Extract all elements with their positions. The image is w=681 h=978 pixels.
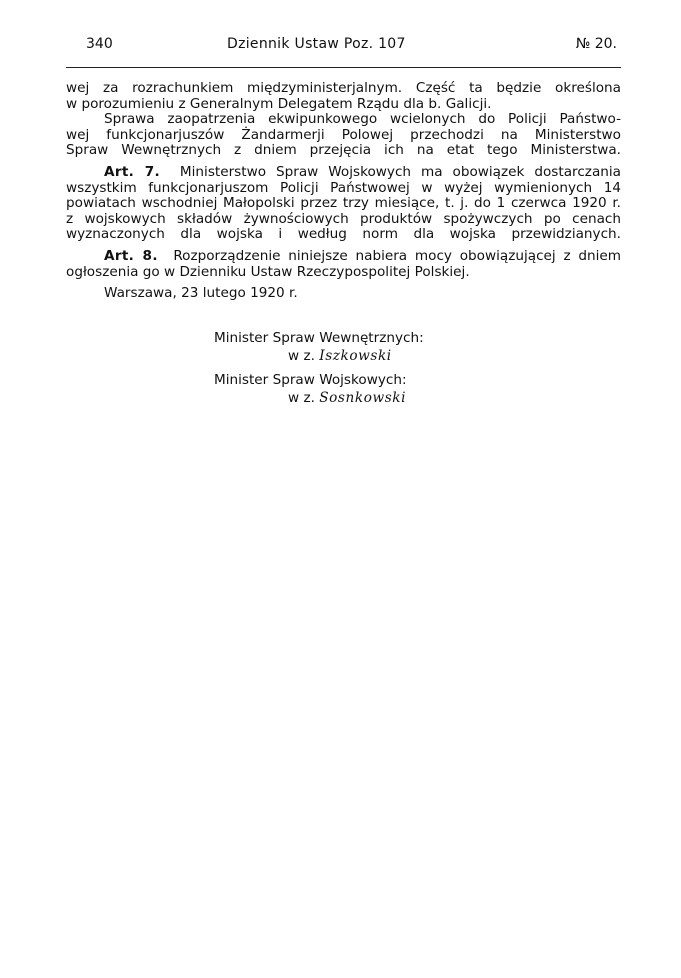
- signature-title-interior: Minister Spraw Wewnętrznych:: [214, 330, 424, 346]
- text-line: wyznaczonych dla wojska i według norm dla wojska przewidzianych.: [66, 226, 621, 243]
- header-rule: [66, 67, 621, 68]
- article-8-first-line: [66, 249, 621, 265]
- signature-line-interior: [288, 348, 392, 364]
- text-line: z wojskowych składów żywnościowych produktów spożywczych po cenach: [66, 210, 621, 227]
- signatory-name: Iszkowski: [319, 348, 392, 364]
- text-line: Spraw Wewnętrznych z dniem przejęcia ich na etat tego Ministerstwa.: [66, 142, 621, 159]
- page-header: [66, 36, 621, 58]
- signatory-name: Sosnkowski: [319, 390, 407, 406]
- page-number: 340: [86, 36, 113, 52]
- journal-title: Dziennik Ustaw Poz. 107: [227, 36, 406, 52]
- article-7-first-line: [66, 165, 621, 181]
- signature-prefix: w z.: [288, 348, 315, 364]
- text-line: wszystkim funkcjonarjuszom Policji Państwowej w wyżej wymienionych 14: [66, 179, 621, 196]
- article-7-text: Ministerstwo Spraw Wojskowych ma obowiązek dostarczania: [179, 163, 621, 180]
- text-line: w porozumieniu z Generalnym Delegatem Rządu dla b. Galicji.: [66, 95, 492, 112]
- article-7-label: Art. 7.: [104, 163, 160, 180]
- document-body: [66, 81, 621, 302]
- article-8-label: Art. 8.: [104, 247, 158, 264]
- text-line: Sprawa zaopatrzenia ekwipunkowego wcielonych do Policji Państwo-: [104, 111, 621, 128]
- signature-line-military: [288, 390, 406, 406]
- issue-number: № 20.: [575, 36, 617, 52]
- text-line: powiatach wschodniej Małopolski przez trzy miesiące, t. j. do 1 czerwca 1920 r.: [66, 195, 621, 212]
- article-8-text: Rozporządzenie niniejsze nabiera mocy obowiązującej z dniem: [173, 247, 621, 264]
- place-date: Warszawa, 23 lutego 1920 r.: [104, 285, 298, 302]
- signature-prefix: w z.: [288, 390, 315, 406]
- text-line: wej funkcjonarjuszów Żandarmerji Polowej przechodzi na Ministerstwo: [66, 126, 621, 143]
- text-line: ogłoszenia go w Dzienniku Ustaw Rzeczypospolitej Polskiej.: [66, 263, 470, 280]
- signature-title-military: Minister Spraw Wojskowych:: [214, 372, 407, 388]
- text-line: wej za rozrachunkiem międzyministerjalnym. Część ta będzie określona: [66, 80, 621, 96]
